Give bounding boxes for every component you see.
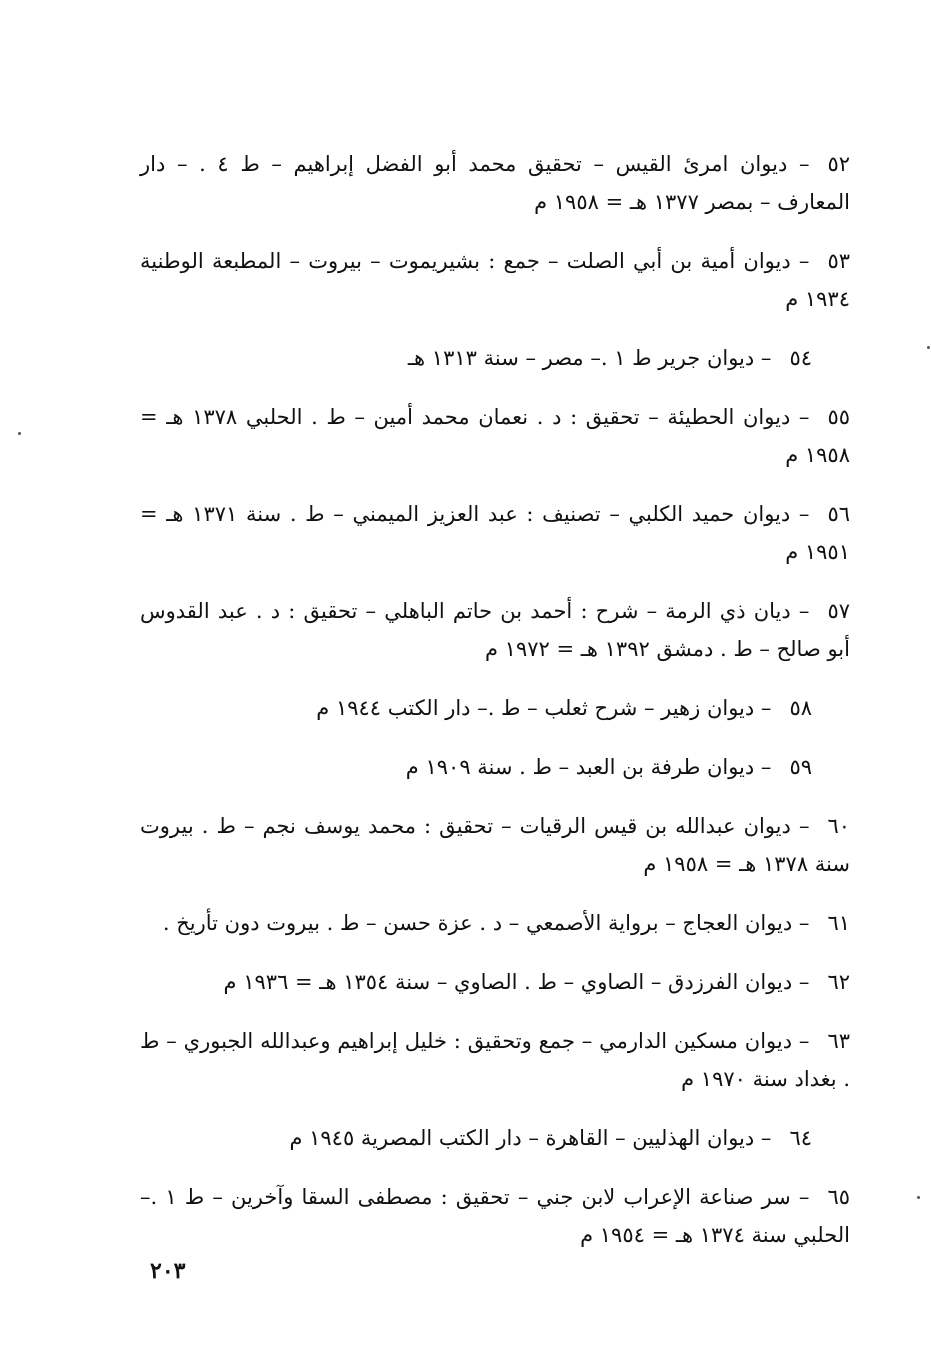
- entry-number: ٥٢: [827, 152, 851, 176]
- bibliography-entry: [140, 904, 850, 942]
- entry-text: – سر صناعة الإعراب لابن جني – تحقيق : مصطفى السقا وآخرين – ط ١ .– الحلبي سنة ١٣٧٤ هـ = ١٩٥٤ م: [140, 1185, 850, 1247]
- bibliography-entry: [140, 1119, 850, 1157]
- entry-number: ٥٧: [827, 599, 850, 623]
- entry-number: ٦٥: [827, 1185, 850, 1209]
- bibliography-entry: [140, 963, 850, 1001]
- entry-number: ٥٥: [827, 405, 850, 429]
- entry-text: – ديوان الهذليين – القاهرة – دار الكتب المصرية ١٩٤٥ م: [289, 1126, 772, 1150]
- entry-text: – ديوان جرير ط ١ .– مصر – سنة ١٣١٣ هـ: [407, 346, 772, 370]
- entry-text: – ديوان أمية بن أبي الصلت – جمع : بشيريموت – بيروت – المطبعة الوطنية ١٩٣٤ م: [140, 249, 850, 311]
- bibliography-entry: [140, 1022, 850, 1098]
- scan-speck: [917, 1196, 920, 1199]
- entry-text: – ديوان العجاج – برواية الأصمعي – د . عزة حسن – ط . بيروت دون تأريخ .: [162, 911, 810, 935]
- entry-number: ٦٢: [827, 970, 850, 994]
- entry-number: ٦٠: [827, 814, 850, 838]
- bibliography-entry: [140, 689, 850, 727]
- entry-text: – ديوان زهير – شرح ثعلب – ط .– دار الكتب ١٩٤٤ م: [316, 696, 772, 720]
- entry-text: – ديوان الحطيئة – تحقيق : د . نعمان محمد أمين – ط . الحلبي ١٣٧٨ هـ = ١٩٥٨ م: [140, 405, 850, 467]
- entry-text: – ديان ذي الرمة – شرح : أحمد بن حاتم الباهلي – تحقيق : د . عبد القدوس أبو صالح – ط . دمشق ١٣٩٢ هـ = ١٩٧٢ م: [140, 599, 850, 661]
- entry-text: – ديوان عبدالله بن قيس الرقيات – تحقيق : محمد يوسف نجم – ط . بيروت سنة ١٣٧٨ هـ = ١٩٥٨ م: [140, 814, 850, 876]
- bibliography-list: [140, 124, 850, 1269]
- entry-number: ٥٣: [827, 249, 850, 273]
- entry-number: ٦١: [827, 911, 850, 935]
- entry-number: ٦٣: [827, 1029, 850, 1053]
- bibliography-entry: [140, 339, 850, 377]
- bibliography-entry: [140, 1178, 850, 1254]
- entry-text: – ديوان مسكين الدارمي – جمع وتحقيق : خليل إبراهيم وعبدالله الجبوري – ط . بغداد سنة ١٩٧٠ م: [140, 1029, 850, 1091]
- scan-speck: [927, 346, 930, 349]
- entry-text: – ديوان طرفة بن العبد – ط . سنة ١٩٠٩ م: [405, 755, 772, 779]
- entry-number: ٥٦: [827, 502, 850, 526]
- bibliography-entry: [140, 592, 850, 668]
- bibliography-entry: [140, 145, 850, 221]
- entry-text: – ديوان الفرزدق – الصاوي – ط . الصاوي – سنة ١٣٥٤ هـ = ١٩٣٦ م: [223, 970, 810, 994]
- bibliography-entry: [140, 495, 850, 571]
- entry-number: ٥٩: [789, 755, 812, 779]
- bibliography-entry: [140, 807, 850, 883]
- entry-text: – ديوان حميد الكلبي – تصنيف : عبد العزيز الميمني – ط . سنة ١٣٧١ هـ = ١٩٥١ م: [140, 502, 850, 564]
- entry-text: – ديوان امرئ القيس – تحقيق محمد أبو الفضل إبراهيم – ط ٤ . – دار المعارف – بمصر ١٣٧٧ هـ = ١٩٥٨ م: [140, 152, 850, 214]
- page-number: ٢٠٣: [150, 1258, 186, 1284]
- entry-number: ٥٨: [789, 696, 812, 720]
- entry-number: ٥٤: [789, 346, 812, 370]
- bibliography-entry: [140, 398, 850, 474]
- bibliography-entry: [140, 242, 850, 318]
- entry-number: ٦٤: [789, 1126, 812, 1150]
- scan-speck: [18, 432, 21, 435]
- bibliography-entry: [140, 748, 850, 786]
